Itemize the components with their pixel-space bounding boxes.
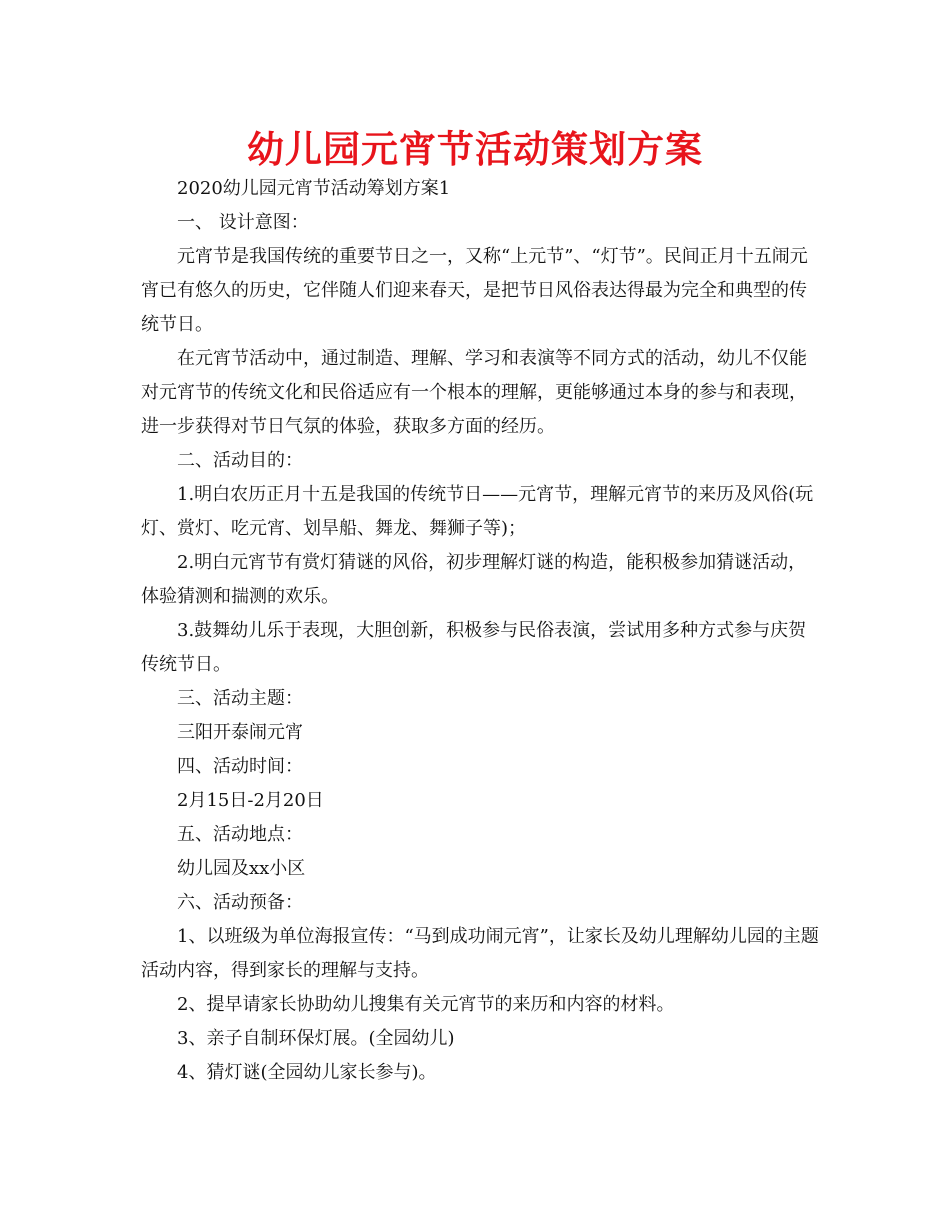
- heading-time: 四、活动时间：: [177, 756, 303, 777]
- paragraph-subtitle: 2020幼儿园元宵节活动筹划方案1: [177, 178, 451, 199]
- paragraph-theme: 三阳开泰闹元宵: [177, 722, 303, 743]
- heading-design-intent: 一、 设计意图：: [177, 212, 309, 233]
- paragraph-time: 2月15日-2月20日: [177, 790, 324, 811]
- heading-theme: 三、活动主题：: [177, 688, 303, 709]
- paragraph-prep-1: 1、以班级为单位海报宣传：“马到成功闹元宵”，让家长及幼儿理解幼儿园的主题活动内容，得到家长的理解与支持。: [141, 926, 819, 981]
- paragraph-prep-3: 3、亲子自制环保灯展。(全园幼儿): [177, 1028, 455, 1049]
- heading-goals: 二、活动目的：: [177, 450, 303, 471]
- paragraph-intro: 元宵节是我国传统的重要节日之一，又称“上元节”、“灯节”。民间正月十五闹元宵已有悠久的历史，它伴随人们迎来春天，是把节日风俗表达得最为完全和典型的传统节日。: [141, 246, 808, 335]
- document-body: [141, 172, 821, 1090]
- paragraph-goal-3: 3.鼓舞幼儿乐于表现，大胆创新，积极参与民俗表演，尝试用多种方式参与庆贺传统节日。: [141, 620, 807, 675]
- heading-location: 五、活动地点：: [177, 824, 303, 845]
- paragraph-activity-desc: 在元宵节活动中，通过制造、理解、学习和表演等不同方式的活动，幼儿不仅能对元宵节的传统文化和民俗适应有一个根本的理解，更能够通过本身的参与和表现，进一步获得对节日气氛的体验，获取多方面的经历。: [141, 348, 807, 437]
- paragraph-goal-1: 1.明白农历正月十五是我国的传统节日——元宵节，理解元宵节的来历及风俗(玩灯、赏灯、吃元宵、划旱船、舞龙、舞狮子等)；: [141, 484, 814, 539]
- heading-preparation: 六、活动预备：: [177, 892, 303, 913]
- document-title: 幼儿园元宵节活动策划方案: [247, 128, 703, 171]
- paragraph-prep-2: 2、提早请家长协助幼儿搜集有关元宵节的来历和内容的材料。: [177, 994, 675, 1015]
- paragraph-goal-2: 2.明白元宵节有赏灯猜谜的风俗，初步理解灯谜的构造，能积极参加猜谜活动，体验猜测和揣测的欢乐。: [141, 552, 807, 607]
- paragraph-prep-4: 4、猜灯谜(全园幼儿家长参与)。: [177, 1062, 437, 1083]
- paragraph-location: 幼儿园及xx小区: [177, 858, 306, 879]
